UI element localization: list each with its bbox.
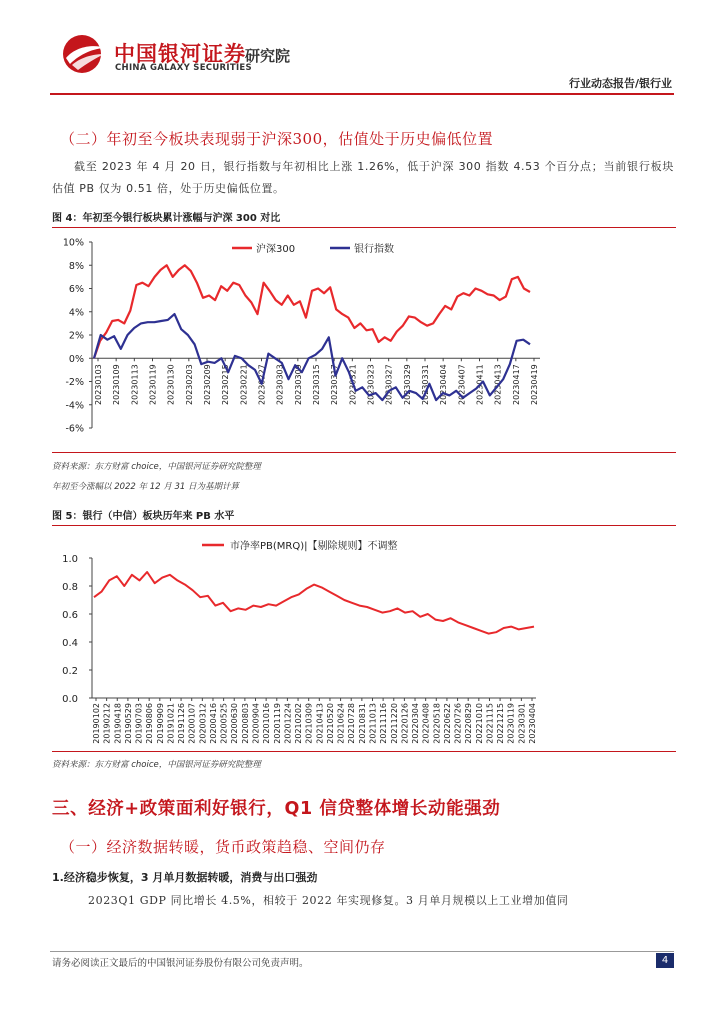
x-tick-label: 20230215 xyxy=(221,364,231,405)
y-tick-label: -4% xyxy=(65,400,84,412)
y-tick-label: 0.4 xyxy=(62,638,78,649)
x-tick-label: 20190102 xyxy=(92,703,101,744)
x-tick-label: 20230227 xyxy=(257,364,267,405)
x-tick-label: 20200525 xyxy=(219,703,229,744)
x-tick-label: 20200904 xyxy=(251,703,261,744)
x-tick-label: 20211013 xyxy=(368,703,378,744)
x-tick-label: 20191126 xyxy=(177,703,187,744)
x-tick-label: 20220622 xyxy=(442,703,452,744)
section-3-subheading: （一）经济数据转暖，货币政策趋稳、空间仍存 xyxy=(60,838,386,856)
section-paragraph: 截至 2023 年 4 月 20 日，银行指数与年初相比上涨 1.26%，低于沪深 300 指数 4.53 个百分点；当前银行板块估值 PB 仅为 0.51 倍，处于历史偏低位置。 xyxy=(52,160,674,195)
x-tick-label: 20230309 xyxy=(293,364,303,405)
x-tick-label: 20230413 xyxy=(493,364,503,405)
x-tick-label: 20230323 xyxy=(366,364,376,405)
figure-5-divider xyxy=(52,751,676,752)
x-tick-label: 20221010 xyxy=(474,703,484,744)
x-tick-label: 20191021 xyxy=(166,703,176,744)
x-tick-label: 20220829 xyxy=(464,703,474,744)
x-tick-label: 20230407 xyxy=(457,364,467,405)
x-tick-label: 20210202 xyxy=(294,703,304,744)
x-tick-label: 20210831 xyxy=(357,703,367,744)
x-tick-label: 20211116 xyxy=(379,703,389,744)
figure-4-divider xyxy=(52,452,676,453)
x-tick-label: 20210624 xyxy=(336,703,346,744)
x-tick-label: 20230303 xyxy=(275,364,285,405)
footer-disclaimer: 请务必阅读正文最后的中国银河证券股份有限公司免责声明。 xyxy=(52,958,309,969)
x-tick-label: 20230411 xyxy=(475,364,485,405)
x-tick-label: 20190529 xyxy=(123,703,133,744)
figure-4-source: 资料来源：东方财富 choice，中国银河证券研究院整理 xyxy=(52,462,261,472)
y-tick-label: 8% xyxy=(68,260,84,272)
y-tick-label: -2% xyxy=(65,377,84,388)
x-tick-label: 20201016 xyxy=(262,703,272,744)
y-tick-label: 0.0 xyxy=(62,694,78,705)
x-tick-label: 20230221 xyxy=(239,364,249,405)
figure-5-chart xyxy=(52,526,676,750)
x-tick-label: 20230315 xyxy=(312,364,321,405)
x-tick-label: 20230329 xyxy=(402,364,412,405)
series-line-pb xyxy=(94,572,534,634)
x-tick-label: 20230404 xyxy=(528,703,537,744)
x-tick-label: 20230417 xyxy=(511,364,521,405)
x-tick-label: 20200803 xyxy=(240,703,250,744)
x-tick-label: 20230203 xyxy=(184,364,194,405)
x-tick-label: 20230317 xyxy=(330,364,340,405)
x-tick-label: 20221115 xyxy=(485,703,495,744)
footer-divider xyxy=(50,951,674,952)
figure-4-title: 图 4：年初至今银行板块累计涨幅与沪深 300 对比 xyxy=(52,209,676,228)
x-tick-label: 20210520 xyxy=(325,703,335,744)
x-tick-label: 20220408 xyxy=(421,703,431,744)
figure-5-title: 图 5：银行（中信）板块历年来 PB 水平 xyxy=(52,507,676,526)
institute-label: 研究院 xyxy=(245,47,291,65)
x-tick-label: 20190212 xyxy=(102,703,112,744)
x-tick-label: 20210728 xyxy=(347,703,357,744)
figure-4-note: 年初至今涨幅以 2022 年 12 月 31 日为基期计算 xyxy=(52,482,239,492)
legend-label: 沪深300 xyxy=(256,244,296,255)
x-tick-label: 20211220 xyxy=(389,703,399,744)
x-tick-label: 20230119 xyxy=(506,703,516,744)
legend-label: 银行指数 xyxy=(354,244,394,255)
series-line-hs300 xyxy=(94,265,530,358)
x-tick-label: 20230327 xyxy=(384,364,394,405)
x-tick-label: 20220518 xyxy=(432,703,442,744)
x-tick-label: 20221215 xyxy=(496,703,506,744)
figure-5-source: 资料来源：东方财富 choice，中国银河证券研究院整理 xyxy=(52,760,261,770)
x-tick-label: 20230209 xyxy=(203,364,212,405)
y-tick-label: 6% xyxy=(68,284,84,295)
x-tick-label: 20230109 xyxy=(112,364,122,405)
x-tick-label: 20190806 xyxy=(145,703,155,744)
y-tick-label: -6% xyxy=(65,423,84,435)
x-tick-label: 20230419 xyxy=(530,364,539,405)
x-tick-label: 20230113 xyxy=(130,364,140,405)
legend-label: 市净率PB(MRQ)|【剔除规则】不调整 xyxy=(230,541,398,552)
x-tick-label: 20201224 xyxy=(283,703,293,744)
page-number: 4 xyxy=(656,953,674,968)
x-tick-label: 20230119 xyxy=(148,364,158,405)
x-tick-label: 20210413 xyxy=(315,703,325,744)
x-tick-label: 20220126 xyxy=(400,703,410,744)
header-divider xyxy=(50,93,674,95)
x-tick-label: 20200312 xyxy=(198,703,208,744)
figure-4-chart xyxy=(52,228,676,450)
x-tick-label: 20210309 xyxy=(304,703,314,744)
section-3-heading: 三、经济+政策面利好银行，Q1 信贷整体增长动能强劲 xyxy=(52,799,501,819)
y-tick-label: 1.0 xyxy=(62,554,78,565)
y-tick-label: 0% xyxy=(68,353,84,365)
logo-english-name: CHINA GALAXY SECURITIES xyxy=(115,63,252,73)
y-tick-label: 2% xyxy=(68,330,84,342)
x-tick-label: 20200416 xyxy=(208,703,218,744)
x-tick-label: 20190418 xyxy=(113,703,123,744)
y-tick-label: 4% xyxy=(68,307,84,319)
x-tick-label: 20201119 xyxy=(272,703,282,744)
x-tick-label: 20230301 xyxy=(517,703,527,744)
y-tick-label: 0.6 xyxy=(62,610,78,621)
section-heading: （二）年初至今板块表现弱于沪深300，估值处于历史偏低位置 xyxy=(60,130,494,148)
page-header xyxy=(0,0,724,100)
point-1-title: 1.经济稳步恢复，3 月单月数据转暖，消费与出口强劲 xyxy=(52,871,318,884)
report-type: 行业动态报告/银行业 xyxy=(568,77,672,90)
x-tick-label: 20200107 xyxy=(187,703,197,744)
y-tick-label: 0.2 xyxy=(62,666,78,677)
x-tick-label: 20200630 xyxy=(230,703,240,744)
x-tick-label: 20220304 xyxy=(411,703,421,744)
y-tick-label: 10% xyxy=(62,237,84,249)
x-tick-label: 20230103 xyxy=(94,364,103,405)
x-tick-label: 20230404 xyxy=(439,364,449,405)
x-tick-label: 20230331 xyxy=(421,364,430,405)
point-1-text: 2023Q1 GDP 同比增长 4.5%，相较于 2022 年实现修复。3 月单月规模以上工业增加值同 xyxy=(88,894,569,907)
y-tick-label: 0.8 xyxy=(62,582,78,593)
x-tick-label: 20230321 xyxy=(348,364,358,405)
logo-chinese-name: 中国银河证券 xyxy=(114,42,246,66)
galaxy-logo-icon xyxy=(60,32,108,76)
x-tick-label: 20190909 xyxy=(155,703,165,744)
x-tick-label: 20230130 xyxy=(166,364,176,405)
x-tick-label: 20220726 xyxy=(453,703,463,744)
x-tick-label: 20190703 xyxy=(134,703,144,744)
